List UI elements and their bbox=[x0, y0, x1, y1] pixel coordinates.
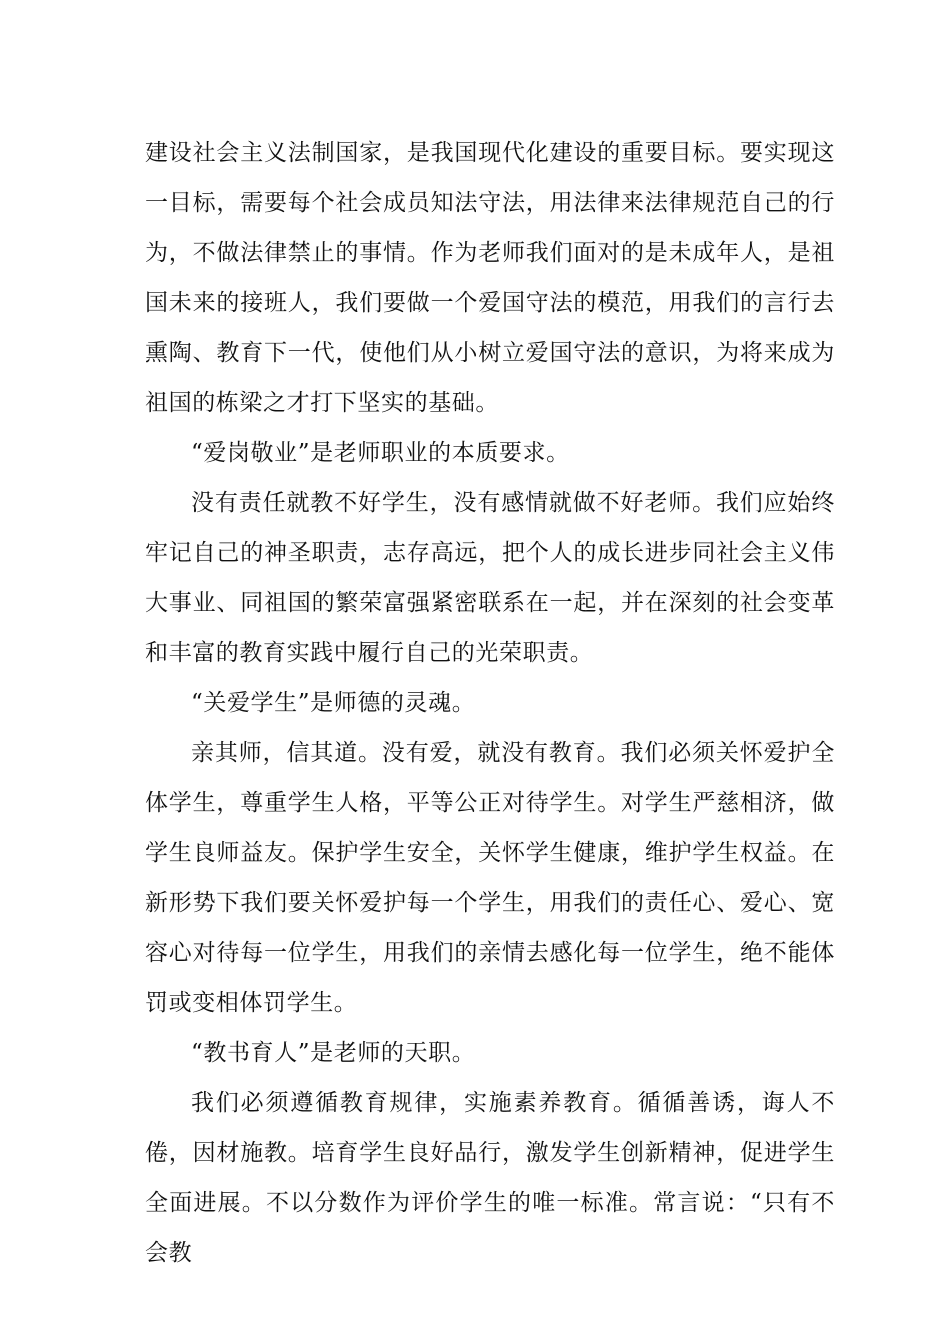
paragraph-teaching: 我们必须遵循教育规律，实施素养教育。循循善诱，诲人不倦，因材施教。培育学生良好品行，激发学生创新精神，促进学生全面进展。不以分数作为评价学生的唯一标准。常言说：“只有不会教 bbox=[145, 1090, 835, 1266]
heading-dedication: “爱岗敬业”是老师职业的本质要求。 bbox=[191, 440, 570, 466]
heading-teaching: “教书育人”是老师的天职。 bbox=[191, 1040, 476, 1066]
heading-caring-students: “关爱学生”是师德的灵魂。 bbox=[191, 690, 476, 716]
paragraph-law-abiding: 建设社会主义法制国家，是我国现代化建设的重要目标。要实现这一目标，需要每个社会成员知法守法，用法律来法律规范自己的行为，不做法律禁止的事情。作为老师我们面对的是未成年人，是祖国未来的接班人，我们要做一个爱国守法的模范，用我们的言行去熏陶、教育下一代，使他们从小树立爱国守法的意识，为将来成为祖国的栋梁之才打下坚实的基础。 bbox=[145, 140, 835, 416]
paragraph-caring-students: 亲其师，信其道。没有爱，就没有教育。我们必须关怀爱护全体学生，尊重学生人格，平等公正对待学生。对学生严慈相济，做学生良师益友。保护学生安全，关怀学生健康，维护学生权益。在新形势下我们要关怀爱护每一个学生，用我们的责任心、爱心、宽容心对待每一位学生，用我们的亲情去感化每一位学生，绝不能体罚或变相体罚学生。 bbox=[145, 740, 835, 1016]
document-body bbox=[145, 128, 835, 1278]
paragraph-dedication: 没有责任就教不好学生，没有感情就做不好老师。我们应始终牢记自己的神圣职责，志存高远，把个人的成长进步同社会主义伟大事业、同祖国的繁荣富强紧密联系在一起，并在深刻的社会变革和丰富的教育实践中履行自己的光荣职责。 bbox=[145, 490, 835, 666]
